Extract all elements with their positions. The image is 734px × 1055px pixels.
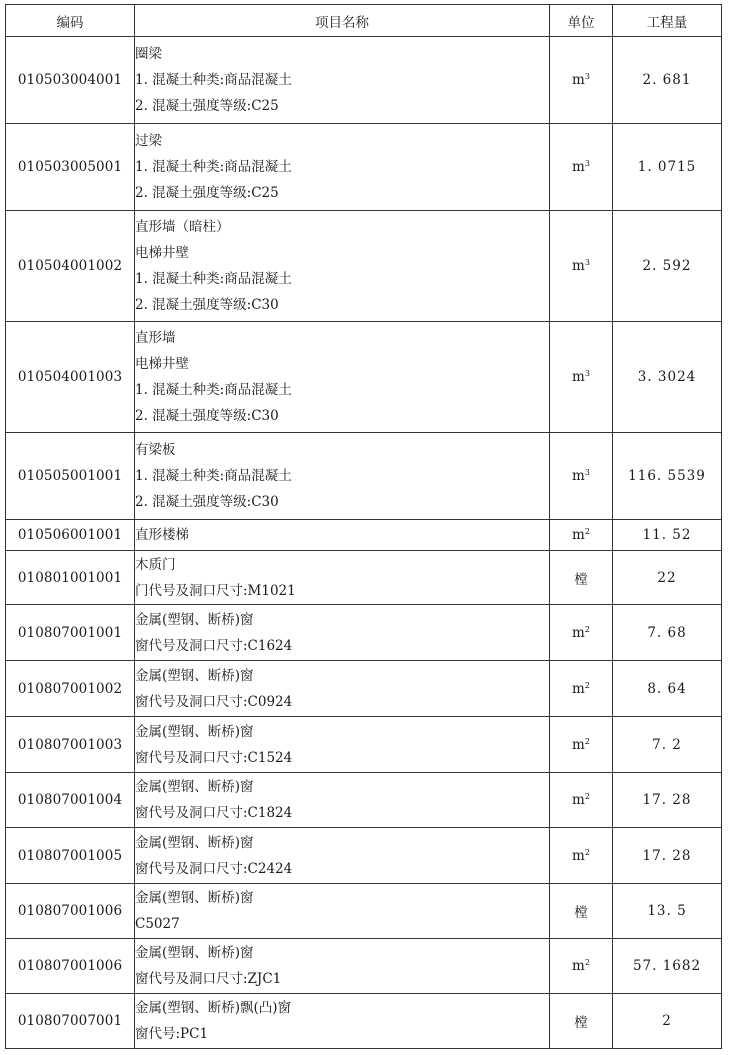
item-name-line: 金属(塑钢、断桥)窗 [135,834,254,851]
item-name-line: 2. 混凝土强度等级:C25 [135,185,279,201]
item-name [135,994,550,1049]
item-unit [550,605,613,661]
item-unit [550,828,613,884]
item-name [135,828,550,884]
item-unit [550,884,613,939]
item-name-line: 2. 混凝土强度等级:C30 [135,408,279,424]
item-name-line: 窗代号及洞口尺寸:C0924 [135,693,293,710]
item-name [135,433,550,520]
table-row [6,211,722,322]
header-unit: 单位 [550,5,613,37]
item-name-line: 窗代号及洞口尺寸:C1524 [135,749,293,766]
table-row [6,322,722,433]
table-row [6,551,722,605]
header-quantity: 工程量 [613,5,722,37]
unit-base: m [572,624,585,641]
table-row [6,994,722,1049]
item-name-line: 圈梁 [135,46,162,62]
table-body [6,37,722,1049]
item-quantity: 3. 3024 [613,322,722,433]
unit-base: 樘 [574,905,588,921]
item-name-line: 电梯井壁 [135,245,189,261]
unit-exponent: 3 [584,72,590,81]
item-name [135,124,550,211]
item-code: 010807001006 [6,939,135,994]
item-unit [550,717,613,773]
unit-base: m [572,258,585,274]
table-row [6,828,722,884]
item-quantity: 8. 64 [613,661,722,717]
item-code: 010801001001 [6,551,135,605]
unit-base: m [572,792,585,808]
unit-base: 樘 [574,571,588,588]
item-quantity: 2. 681 [613,37,722,124]
unit-exponent: 2 [584,958,590,967]
item-name-line: 木质门 [135,556,176,573]
item-quantity: 7. 2 [613,717,722,773]
unit-base: m [572,680,585,697]
item-name-line: C5027 [135,916,180,932]
unit-base: m [572,847,585,864]
unit-exponent: 2 [584,847,590,857]
unit-base: m [572,72,585,88]
item-code: 010503004001 [6,37,135,124]
item-name-line: 有梁板 [135,442,176,458]
unit-exponent: 3 [584,369,590,378]
item-name-line: 1. 混凝土种类:商品混凝土 [135,468,292,484]
header-row [6,5,722,37]
unit-base: m [572,736,585,753]
unit-base: m [572,958,585,974]
item-name [135,717,550,773]
table-row [6,717,722,773]
item-name-line: 金属(塑钢、断桥)飘(凸)窗 [135,1000,292,1016]
item-name-line: 直形墙 [135,330,176,346]
header-item-name: 项目名称 [135,5,550,37]
unit-exponent: 2 [584,680,590,690]
item-code: 010506001001 [6,520,135,551]
item-name-line: 1. 混凝土种类:商品混凝土 [135,382,292,398]
item-name-line: 金属(塑钢、断桥)窗 [135,667,254,684]
item-name-line: 金属(塑钢、断桥)窗 [135,945,254,961]
item-code: 010505001001 [6,433,135,520]
item-quantity: 2 [613,994,722,1049]
item-quantity: 2. 592 [613,211,722,322]
item-name [135,551,550,605]
item-name-line: 2. 混凝土强度等级:C30 [135,297,279,313]
table-row [6,939,722,994]
item-code: 010504001003 [6,322,135,433]
item-name-line: 1. 混凝土种类:商品混凝土 [135,271,292,287]
unit-exponent: 2 [584,792,590,801]
table-row [6,520,722,551]
table-row [6,884,722,939]
item-code: 010807001002 [6,661,135,717]
table-row [6,124,722,211]
item-code: 010807001005 [6,828,135,884]
item-name-line: 金属(塑钢、断桥)窗 [135,890,254,906]
item-name [135,884,550,939]
unit-exponent: 3 [584,258,590,267]
item-unit [550,211,613,322]
item-name-line: 过梁 [135,133,162,149]
item-quantity: 17. 28 [613,773,722,828]
item-quantity: 7. 68 [613,605,722,661]
item-unit [550,661,613,717]
table-row [6,661,722,717]
item-name [135,939,550,994]
item-unit [550,551,613,605]
item-unit [550,994,613,1049]
item-name [135,661,550,717]
item-quantity: 116. 5539 [613,433,722,520]
item-name-line: 金属(塑钢、断桥)窗 [135,611,254,628]
item-name [135,773,550,828]
item-quantity: 11. 52 [613,520,722,551]
unit-base: 樘 [574,1015,588,1031]
unit-exponent: 2 [584,624,590,634]
item-name-line: 窗代号及洞口尺寸:C1824 [135,805,293,821]
item-name-line: 直形楼梯 [135,527,189,543]
item-name-line: 电梯井壁 [135,356,189,372]
item-name-line: 2. 混凝土强度等级:C25 [135,98,279,114]
item-quantity: 13. 5 [613,884,722,939]
item-code: 010503005001 [6,124,135,211]
unit-base: m [572,369,585,385]
table-row [6,773,722,828]
unit-exponent: 3 [584,468,590,477]
item-quantity: 1. 0715 [613,124,722,211]
item-code: 010807001001 [6,605,135,661]
item-name-line: 金属(塑钢、断桥)窗 [135,723,254,740]
item-code: 010807001006 [6,884,135,939]
table-row [6,433,722,520]
unit-base: m [572,468,585,484]
item-name [135,322,550,433]
item-unit [550,520,613,551]
item-name-line: 1. 混凝土种类:商品混凝土 [135,72,292,88]
unit-exponent: 2 [584,527,590,536]
item-code: 010807007001 [6,994,135,1049]
item-name-line: 窗代号及洞口尺寸:C2424 [135,860,293,877]
item-name [135,605,550,661]
table-row [6,37,722,124]
item-quantity: 17. 28 [613,828,722,884]
item-code: 010504001002 [6,211,135,322]
item-unit [550,37,613,124]
item-unit [550,939,613,994]
item-quantity: 22 [613,551,722,605]
item-name-line: 2. 混凝土强度等级:C30 [135,494,279,510]
item-name-line: 门代号及洞口尺寸:M1021 [135,582,296,599]
table-row [6,605,722,661]
item-name-line: 1. 混凝土种类:商品混凝土 [135,159,292,175]
item-code: 010807001003 [6,717,135,773]
header-code: 编码 [6,5,135,37]
item-unit [550,322,613,433]
item-name [135,37,550,124]
item-unit [550,773,613,828]
unit-exponent: 3 [584,159,590,168]
item-name-line: 直形墙（暗柱） [135,219,230,235]
unit-base: m [572,527,585,543]
item-unit [550,124,613,211]
item-name-line: 窗代号:PC1 [135,1026,209,1042]
item-name [135,211,550,322]
unit-base: m [572,159,585,175]
item-quantity: 57. 1682 [613,939,722,994]
bill-of-quantities-table [5,4,722,1049]
item-unit [550,433,613,520]
item-name-line: 金属(塑钢、断桥)窗 [135,779,254,795]
item-code: 010807001004 [6,773,135,828]
item-name [135,520,550,551]
item-name-line: 窗代号及洞口尺寸:C1624 [135,637,293,654]
item-name-line: 窗代号及洞口尺寸:ZJC1 [135,971,282,987]
unit-exponent: 2 [584,736,590,746]
